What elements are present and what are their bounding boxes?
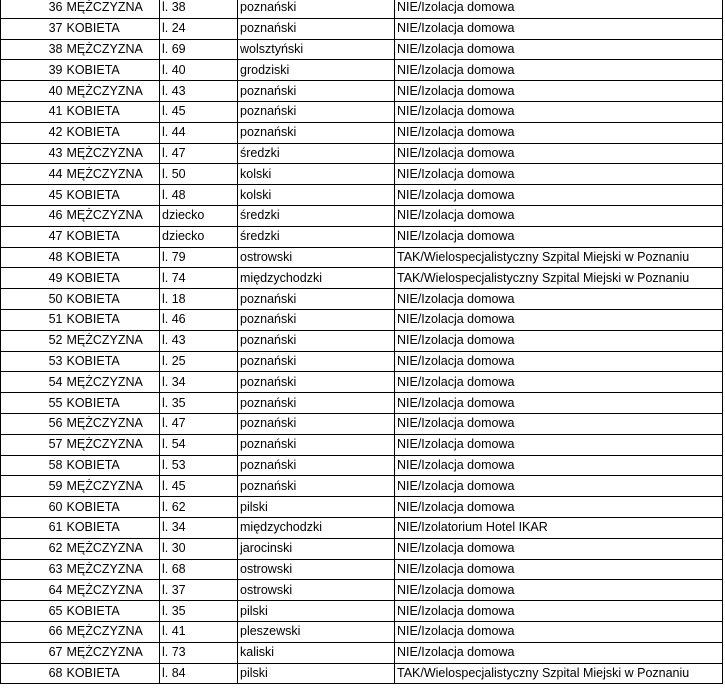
county-cell: międzychodzki <box>238 268 395 289</box>
age-cell: l. 41 <box>160 621 238 642</box>
age-cell: l. 18 <box>160 289 238 310</box>
case-number-cell: 61 <box>1 517 65 538</box>
sex-cell: MĘŻCZYZNA <box>65 413 160 434</box>
hospitalization-status-cell: NIE/Izolacja domowa <box>395 476 723 497</box>
table-row <box>1 205 723 226</box>
sex-cell: KOBIETA <box>65 226 160 247</box>
case-number-cell: 52 <box>1 330 65 351</box>
table-row <box>1 580 723 601</box>
table-row <box>1 601 723 622</box>
age-cell: l. 40 <box>160 60 238 81</box>
age-cell: l. 34 <box>160 517 238 538</box>
county-cell: pilski <box>238 497 395 518</box>
age-cell: l. 54 <box>160 434 238 455</box>
hospitalization-status-cell: NIE/Izolacja domowa <box>395 497 723 518</box>
table-row <box>1 309 723 330</box>
table-row <box>1 517 723 538</box>
hospitalization-status-cell: NIE/Izolacja domowa <box>395 642 723 663</box>
age-cell: l. 43 <box>160 330 238 351</box>
case-number-cell: 51 <box>1 309 65 330</box>
sex-cell: MĘŻCZYZNA <box>65 143 160 164</box>
hospitalization-status-cell: NIE/Izolacja domowa <box>395 351 723 372</box>
table-row <box>1 393 723 414</box>
hospitalization-status-cell: NIE/Izolacja domowa <box>395 226 723 247</box>
county-cell: poznański <box>238 434 395 455</box>
sex-cell: MĘŻCZYZNA <box>65 476 160 497</box>
case-number-cell: 47 <box>1 226 65 247</box>
table-row <box>1 621 723 642</box>
age-cell: l. 68 <box>160 559 238 580</box>
age-cell: l. 44 <box>160 122 238 143</box>
case-number-cell: 45 <box>1 185 65 206</box>
hospitalization-status-cell: NIE/Izolacja domowa <box>395 60 723 81</box>
hospitalization-status-cell: NIE/Izolacja domowa <box>395 538 723 559</box>
sex-cell: KOBIETA <box>65 289 160 310</box>
table-row <box>1 497 723 518</box>
sex-cell: MĘŻCZYZNA <box>65 559 160 580</box>
county-cell: ostrowski <box>238 247 395 268</box>
county-cell: poznański <box>238 476 395 497</box>
age-cell: l. 34 <box>160 372 238 393</box>
case-number-cell: 54 <box>1 372 65 393</box>
hospitalization-status-cell: NIE/Izolacja domowa <box>395 434 723 455</box>
case-number-cell: 62 <box>1 538 65 559</box>
county-cell: poznański <box>238 122 395 143</box>
hospitalization-status-cell: NIE/Izolacja domowa <box>395 185 723 206</box>
hospitalization-status-cell: NIE/Izolacja domowa <box>395 101 723 122</box>
table-row <box>1 247 723 268</box>
table-row <box>1 164 723 185</box>
table-row <box>1 455 723 476</box>
sex-cell: MĘŻCZYZNA <box>65 621 160 642</box>
table-row <box>1 538 723 559</box>
table-row <box>1 39 723 60</box>
county-cell: średzki <box>238 205 395 226</box>
age-cell: l. 84 <box>160 663 238 684</box>
hospitalization-status-cell: NIE/Izolacja domowa <box>395 143 723 164</box>
county-cell: jarocinski <box>238 538 395 559</box>
age-cell: l. 47 <box>160 413 238 434</box>
sex-cell: KOBIETA <box>65 601 160 622</box>
table-row <box>1 663 723 684</box>
table-row <box>1 434 723 455</box>
county-cell: kaliski <box>238 642 395 663</box>
case-number-cell: 39 <box>1 60 65 81</box>
case-number-cell: 44 <box>1 164 65 185</box>
age-cell: l. 25 <box>160 351 238 372</box>
hospitalization-status-cell: NIE/Izolacja domowa <box>395 413 723 434</box>
county-cell: kolski <box>238 185 395 206</box>
case-number-cell: 58 <box>1 455 65 476</box>
county-cell: pleszewski <box>238 621 395 642</box>
county-cell: poznański <box>238 0 395 18</box>
hospitalization-status-cell: NIE/Izolacja domowa <box>395 580 723 601</box>
hospitalization-status-cell: NIE/Izolacja domowa <box>395 289 723 310</box>
table-row <box>1 559 723 580</box>
hospitalization-status-cell: NIE/Izolacja domowa <box>395 330 723 351</box>
table-row <box>1 0 723 18</box>
age-cell: l. 24 <box>160 18 238 39</box>
case-number-cell: 49 <box>1 268 65 289</box>
table-row <box>1 81 723 102</box>
age-cell: l. 47 <box>160 143 238 164</box>
case-number-cell: 53 <box>1 351 65 372</box>
county-cell: średzki <box>238 226 395 247</box>
sex-cell: MĘŻCZYZNA <box>65 205 160 226</box>
county-cell: ostrowski <box>238 580 395 601</box>
hospitalization-status-cell: TAK/Wielospecjalistyczny Szpital Miejski w Poznaniu <box>395 268 723 289</box>
county-cell: poznański <box>238 413 395 434</box>
case-number-cell: 48 <box>1 247 65 268</box>
sex-cell: KOBIETA <box>65 18 160 39</box>
county-cell: wolsztyński <box>238 39 395 60</box>
sex-cell: KOBIETA <box>65 101 160 122</box>
hospitalization-status-cell: TAK/Wielospecjalistyczny Szpital Miejski w Poznaniu <box>395 663 723 684</box>
hospitalization-status-cell: NIE/Izolacja domowa <box>395 601 723 622</box>
sex-cell: MĘŻCZYZNA <box>65 164 160 185</box>
hospitalization-status-cell: NIE/Izolacja domowa <box>395 372 723 393</box>
age-cell: l. 69 <box>160 39 238 60</box>
table-row <box>1 122 723 143</box>
sex-cell: KOBIETA <box>65 122 160 143</box>
sex-cell: MĘŻCZYZNA <box>65 372 160 393</box>
age-cell: dziecko <box>160 205 238 226</box>
age-cell: l. 46 <box>160 309 238 330</box>
sex-cell: MĘŻCZYZNA <box>65 642 160 663</box>
hospitalization-status-cell: NIE/Izolacja domowa <box>395 18 723 39</box>
hospitalization-status-cell: TAK/Wielospecjalistyczny Szpital Miejski w Poznaniu <box>395 247 723 268</box>
hospitalization-status-cell: NIE/Izolacja domowa <box>395 122 723 143</box>
sex-cell: KOBIETA <box>65 309 160 330</box>
hospitalization-status-cell: NIE/Izolacja domowa <box>395 0 723 18</box>
hospitalization-status-cell: NIE/Izolacja domowa <box>395 455 723 476</box>
table-row <box>1 143 723 164</box>
age-cell: l. 79 <box>160 247 238 268</box>
sex-cell: KOBIETA <box>65 351 160 372</box>
hospitalization-status-cell: NIE/Izolacja domowa <box>395 205 723 226</box>
table-row <box>1 642 723 663</box>
age-cell: l. 62 <box>160 497 238 518</box>
table-row <box>1 268 723 289</box>
case-number-cell: 67 <box>1 642 65 663</box>
age-cell: dziecko <box>160 226 238 247</box>
county-cell: poznański <box>238 351 395 372</box>
case-number-cell: 63 <box>1 559 65 580</box>
sex-cell: KOBIETA <box>65 393 160 414</box>
case-number-cell: 42 <box>1 122 65 143</box>
county-cell: średzki <box>238 143 395 164</box>
case-number-cell: 37 <box>1 18 65 39</box>
sex-cell: MĘŻCZYZNA <box>65 0 160 18</box>
case-number-cell: 66 <box>1 621 65 642</box>
case-number-cell: 40 <box>1 81 65 102</box>
sex-cell: MĘŻCZYZNA <box>65 538 160 559</box>
county-cell: poznański <box>238 81 395 102</box>
hospitalization-status-cell: NIE/Izolacja domowa <box>395 164 723 185</box>
sex-cell: KOBIETA <box>65 455 160 476</box>
sex-cell: MĘŻCZYZNA <box>65 81 160 102</box>
county-cell: poznański <box>238 455 395 476</box>
hospitalization-status-cell: NIE/Izolacja domowa <box>395 559 723 580</box>
sex-cell: KOBIETA <box>65 268 160 289</box>
table-row <box>1 18 723 39</box>
hospitalization-status-cell: NIE/Izolacja domowa <box>395 81 723 102</box>
table-row <box>1 476 723 497</box>
table-row <box>1 226 723 247</box>
sex-cell: MĘŻCZYZNA <box>65 580 160 601</box>
case-number-cell: 59 <box>1 476 65 497</box>
case-number-cell: 65 <box>1 601 65 622</box>
sex-cell: KOBIETA <box>65 517 160 538</box>
county-cell: poznański <box>238 393 395 414</box>
sex-cell: KOBIETA <box>65 663 160 684</box>
county-cell: pilski <box>238 601 395 622</box>
sex-cell: MĘŻCZYZNA <box>65 434 160 455</box>
age-cell: l. 73 <box>160 642 238 663</box>
table-row <box>1 101 723 122</box>
table-row <box>1 351 723 372</box>
case-number-cell: 57 <box>1 434 65 455</box>
age-cell: l. 30 <box>160 538 238 559</box>
county-cell: poznański <box>238 18 395 39</box>
case-number-cell: 55 <box>1 393 65 414</box>
age-cell: l. 38 <box>160 0 238 18</box>
hospitalization-status-cell: NIE/Izolacja domowa <box>395 621 723 642</box>
hospitalization-status-cell: NIE/Izolatorium Hotel IKAR <box>395 517 723 538</box>
sex-cell: MĘŻCZYZNA <box>65 330 160 351</box>
age-cell: l. 74 <box>160 268 238 289</box>
case-number-cell: 46 <box>1 205 65 226</box>
sex-cell: KOBIETA <box>65 185 160 206</box>
county-cell: pilski <box>238 663 395 684</box>
case-number-cell: 41 <box>1 101 65 122</box>
county-cell: poznański <box>238 309 395 330</box>
case-number-cell: 64 <box>1 580 65 601</box>
case-number-cell: 50 <box>1 289 65 310</box>
age-cell: l. 48 <box>160 185 238 206</box>
cases-table-body <box>1 0 723 684</box>
hospitalization-status-cell: NIE/Izolacja domowa <box>395 39 723 60</box>
county-cell: ostrowski <box>238 559 395 580</box>
county-cell: poznański <box>238 372 395 393</box>
case-number-cell: 38 <box>1 39 65 60</box>
age-cell: l. 37 <box>160 580 238 601</box>
table-row <box>1 185 723 206</box>
age-cell: l. 50 <box>160 164 238 185</box>
age-cell: l. 35 <box>160 601 238 622</box>
sex-cell: KOBIETA <box>65 247 160 268</box>
county-cell: międzychodzki <box>238 517 395 538</box>
table-row <box>1 372 723 393</box>
county-cell: kolski <box>238 164 395 185</box>
case-number-cell: 56 <box>1 413 65 434</box>
county-cell: poznański <box>238 330 395 351</box>
sex-cell: KOBIETA <box>65 60 160 81</box>
hospitalization-status-cell: NIE/Izolacja domowa <box>395 309 723 330</box>
case-number-cell: 43 <box>1 143 65 164</box>
county-cell: poznański <box>238 289 395 310</box>
age-cell: l. 35 <box>160 393 238 414</box>
county-cell: grodziski <box>238 60 395 81</box>
sex-cell: MĘŻCZYZNA <box>65 39 160 60</box>
case-number-cell: 36 <box>1 0 65 18</box>
case-number-cell: 68 <box>1 663 65 684</box>
age-cell: l. 45 <box>160 476 238 497</box>
hospitalization-status-cell: NIE/Izolacja domowa <box>395 393 723 414</box>
county-cell: poznański <box>238 101 395 122</box>
age-cell: l. 45 <box>160 101 238 122</box>
table-row <box>1 413 723 434</box>
age-cell: l. 53 <box>160 455 238 476</box>
table-row <box>1 330 723 351</box>
sex-cell: KOBIETA <box>65 497 160 518</box>
table-row <box>1 60 723 81</box>
age-cell: l. 43 <box>160 81 238 102</box>
case-number-cell: 60 <box>1 497 65 518</box>
table-row <box>1 289 723 310</box>
